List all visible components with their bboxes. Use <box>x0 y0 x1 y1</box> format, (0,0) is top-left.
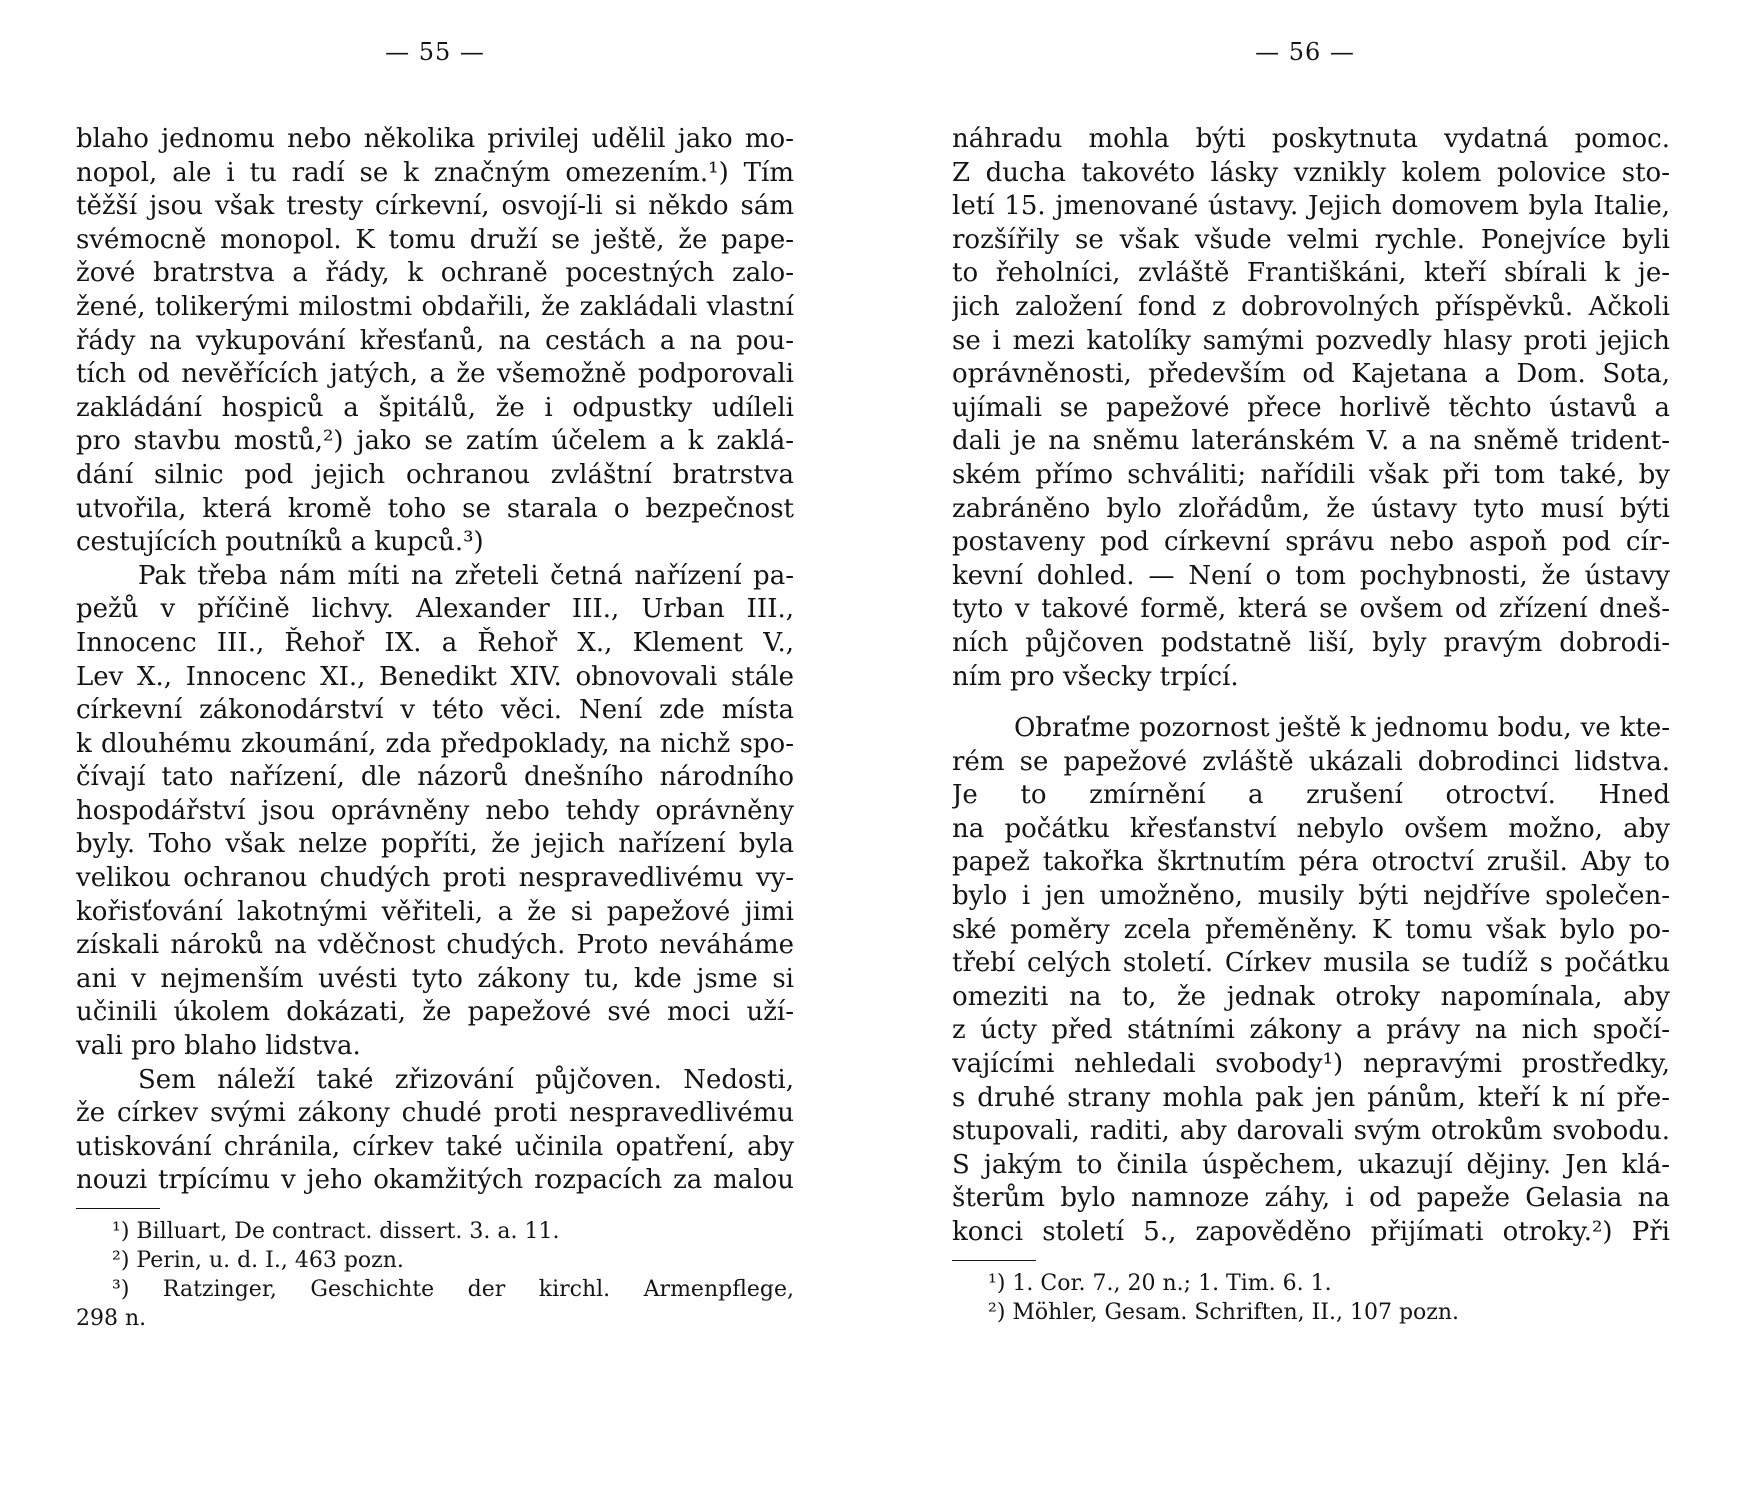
text-line: papež takořka škrtnutím péra otroctví zrušil. Aby to <box>952 847 1670 878</box>
footnote-divider <box>76 1208 160 1209</box>
text-line: církevní zákonodárství v této věci. Není zde místa <box>76 695 794 726</box>
text-line: těžší jsou však tresty církevní, osvojí-li si někdo sám <box>76 191 794 222</box>
text-line: vajícími nehledali svobody¹) nepravými prostředky, <box>952 1049 1670 1080</box>
text-line: náhradu mohla býti poskytnuta vydatná pomoc. <box>952 124 1670 154</box>
text-line: dání silnic pod jejich ochranou zvláštní bratrstva <box>76 459 794 490</box>
text-line: získali nároků na vděčnost chudých. Proto neváháme <box>76 930 794 961</box>
text-line: zakládání hospiců a špitálů, že i odpustky udíleli <box>76 392 794 423</box>
text-line: cestujících poutníků a kupců.³) <box>76 527 484 558</box>
text-line: Je to zmírnění a zrušení otroctví. Hned <box>952 780 1670 811</box>
text-line: tích od nevěřících jatých, a že všemožně podporovali <box>76 359 794 390</box>
text-line: kořisťování lakotnými věřiteli, a že si papežové jimi <box>76 896 794 927</box>
text-line: žené, tolikerými milostmi obdařili, že zakládali vlastní <box>76 291 794 322</box>
text-line: nopol, ale i tu radí se k značným omezením.¹) Tím <box>76 157 794 188</box>
footnotes <box>76 1217 794 1333</box>
text-line: zabráněno bylo zlořádům, že ústavy tyto musí býti <box>952 493 1670 524</box>
text-line: utiskování chránila, církev také učinila opatření, aby <box>76 1131 794 1162</box>
text-line: blaho jednomu nebo několika privilej udělil jako mo- <box>76 124 794 154</box>
text-line: pežů v příčině lichvy. Alexander III., Urban III., <box>76 594 794 625</box>
text-line: svémocně monopol. K tomu druží se ještě, že pape- <box>76 224 794 255</box>
footnote: ²) Perin, u. d. I., 463 pozn. <box>112 1248 404 1273</box>
text-line: utvořila, která kromě toho se starala o bezpečnost <box>76 493 794 524</box>
text-line: Lev X., Innocenc XI., Benedikt XIV. obnovovali stále <box>76 661 794 692</box>
text-line: to řeholníci, zvláště Františkáni, kteří sbírali k je- <box>952 258 1670 289</box>
text-line: vali pro blaho lidstva. <box>76 1031 361 1062</box>
text-line: rozšířily se však všude velmi rychle. Ponejvíce byli <box>952 224 1670 255</box>
text-line: že církev svými zákony chudé proti nespravedlivému <box>76 1098 794 1129</box>
text-line: ském přímo schváliti; nařídili však při tom také, by <box>952 459 1670 490</box>
text-line: z úcty před státními zákony a právy na nich spočí- <box>952 1015 1670 1046</box>
text-line: Innocenc III., Řehoř IX. a Řehoř X., Klement V., <box>76 627 794 658</box>
footnote-divider <box>952 1260 1036 1261</box>
text-line: učinili úkolem dokázati, že papežové své moci uží- <box>76 997 794 1028</box>
footnote: ¹) 1. Cor. 7., 20 n.; 1. Tim. 6. 1. <box>988 1270 1332 1296</box>
footnotes <box>952 1269 1670 1327</box>
text-line: S jakým to činila úspěchem, ukazují dějiny. Jen klá- <box>952 1149 1670 1180</box>
left-body-text <box>76 123 794 1333</box>
text-line: řády na vykupování křesťanů, na cestách a na pou- <box>76 325 794 356</box>
text-line: ani v nejmenším uvésti tyto zákony tu, kde jsme si <box>76 963 794 994</box>
text-line: ním pro všecky trpící. <box>952 661 1239 692</box>
page-number: — 55 — <box>385 38 485 66</box>
text-line: Pak třeba nám míti na zřeteli četná nařízení pa- <box>138 560 794 591</box>
text-line: ské poměry zcela přeměněny. K tomu však bylo po- <box>952 914 1670 945</box>
right-body-text <box>952 123 1670 1327</box>
footnote: ³) Ratzinger, Geschichte der kirchl. Armenpflege, <box>112 1277 794 1302</box>
footnote: ²) Möhler, Gesam. Schriften, II., 107 pozn. <box>988 1299 1460 1325</box>
footnote: ¹) Billuart, De contract. dissert. 3. a. 11. <box>112 1219 560 1244</box>
text-line: Obraťme pozornost ještě k jednomu bodu, ve kte- <box>1014 713 1670 744</box>
text-line: bylo i jen umožněno, musily býti nejdříve společen- <box>952 881 1670 912</box>
text-line: konci století 5., zapověděno přijímati otroky.²) Při <box>952 1217 1670 1247</box>
text-line: se i mezi katolíky samými pozvedly hlasy proti jejich <box>952 325 1670 356</box>
text-line: s druhé strany mohla pak jen pánům, kteří k ní pře- <box>952 1082 1670 1113</box>
text-line: tyto v takové formě, která se ovšem od zřízení dneš- <box>952 594 1670 625</box>
text-line: šterům bylo namnoze záhy, i od papeže Gelasia na <box>952 1183 1670 1214</box>
text-line: omeziti na to, že jednak otroky napomínala, aby <box>952 981 1670 1012</box>
text-line: žové bratrstva a řády, k ochraně pocestných zalo- <box>76 258 794 289</box>
text-line: oprávněnosti, především od Kajetana a Dom. Sota, <box>952 359 1670 390</box>
text-line: čívají tato nařízení, dle názorů dnešního národního <box>76 762 794 793</box>
text-line: stupovali, raditi, aby darovali svým otrokům svobodu. <box>952 1116 1670 1147</box>
text-line: nouzi trpícímu v jeho okamžitých rozpacích za malou <box>76 1165 794 1196</box>
text-line: na počátku křesťanství nebylo ovšem možno, aby <box>952 813 1670 844</box>
paragraph-gap <box>952 694 1670 712</box>
text-line: k dlouhému zkoumání, zda předpoklady, na nichž spo- <box>76 728 794 759</box>
text-line: pro stavbu mostů,²) jako se zatím účelem a k zaklá- <box>76 426 794 457</box>
footnote-continuation: 298 n. <box>76 1306 147 1331</box>
text-line: postaveny pod církevní správu nebo aspoň pod cír- <box>952 527 1670 558</box>
text-line: dali je na sněmu lateránském V. a na sněmě trident- <box>952 426 1670 457</box>
right-page <box>870 0 1740 1500</box>
text-line: Sem náleží také zřizování půjčoven. Nedosti, <box>138 1064 794 1095</box>
text-line: kevní dohled. — Není o tom pochybnosti, že ústavy <box>952 560 1670 591</box>
text-line: velikou ochranou chudých proti nespravedlivému vy- <box>76 863 794 894</box>
text-line: rém se papežové zvláště ukázali dobrodinci lidstva. <box>952 746 1670 777</box>
text-line: hospodářství jsou oprávněny nebo tehdy oprávněny <box>76 795 794 826</box>
text-line: Z ducha takovéto lásky vznikly kolem polovice sto- <box>952 157 1670 188</box>
page-number: — 56 — <box>1255 38 1355 66</box>
text-line: třebí celých století. Církev musila se tudíž s počátku <box>952 948 1670 979</box>
text-line: letí 15. jmenované ústavy. Jejich domovem byla Italie, <box>952 191 1670 222</box>
text-line: byly. Toho však nelze popříti, že jejich nařízení byla <box>76 829 794 860</box>
text-line: jich založení fond z dobrovolných příspěvků. Ačkoli <box>952 291 1670 322</box>
text-line: ních půjčoven podstatně liší, byly pravým dobrodi- <box>952 627 1670 658</box>
text-line: ujímali se papežové přece horlivě těchto ústavů a <box>952 392 1670 423</box>
